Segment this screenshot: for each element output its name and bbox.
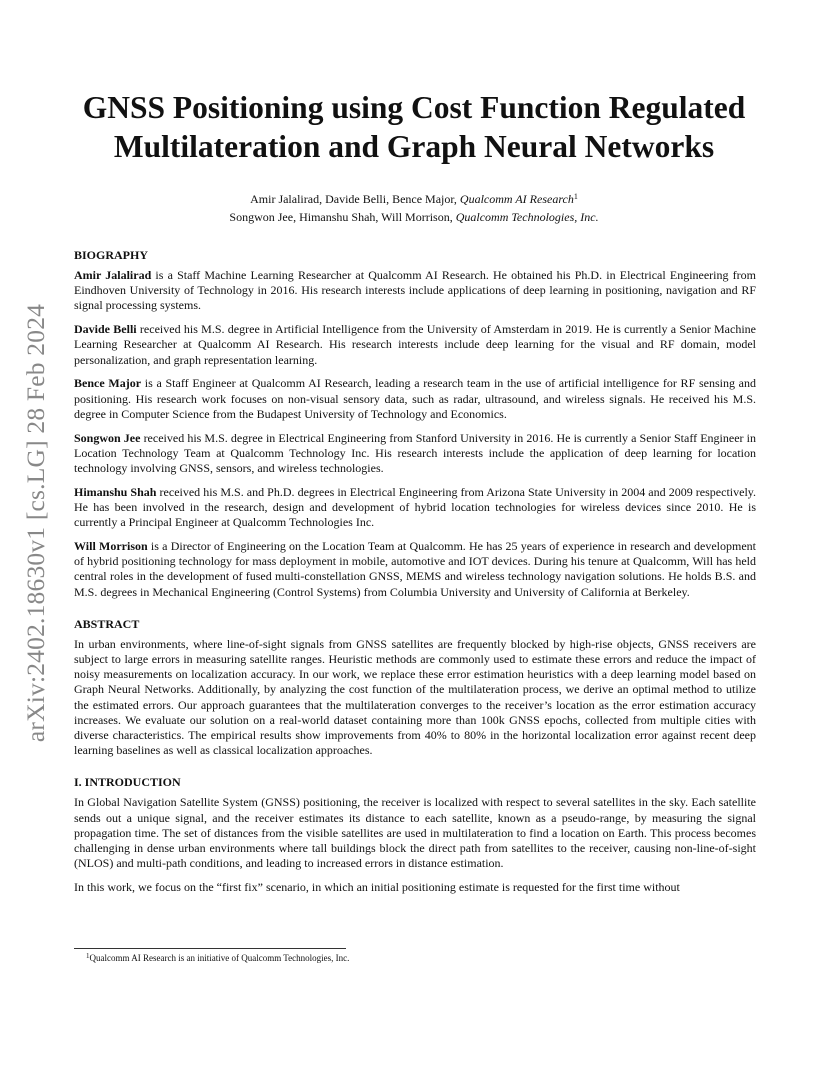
abstract-text: In urban environments, where line-of-sight signals from GNSS satellites are frequently blocked by high-rise objects, GNSS receivers are subject to large errors in measuring satellite ranges. Heuristic methods are commonly used to estimate these errors and reduce the impact of noisy measurements on localization accuracy. In our work, we replace these error estimation heuristics with a deep learning model based on Graph Neural Networks. Additionally, by analyzing the cost function of the multilateration process, we derive an optimal method to utilize the estimated errors. Our approach guarantees that the multilateration converges to the receiver’s location as the error estimation accuracy increases. We evaluate our solution on a real-world dataset containing more than 100k GNSS epochs, collected from multiple cities with diverse characteristics. The empirical results show improvements from 40% to 80% in the horizontal localization error against recent deep learning baselines as well as classical localization approaches. xyxy=(74,636,756,758)
paper-title xyxy=(60,88,768,166)
biography-section xyxy=(74,248,756,600)
bio-text: is a Staff Machine Learning Researcher at Qualcomm AI Research. He obtained his Ph.D. in Electrical Engineering from Eindhoven University of Technology in 2016. His research interests include applications of deep learning in positioning, navigation and RF signal processing systems. xyxy=(74,268,756,313)
main-content xyxy=(74,248,756,904)
bio-paragraph xyxy=(74,431,756,477)
bio-text: is a Director of Engineering on the Location Team at Qualcomm. He has 25 years of experience in research and development of hybrid positioning technology for mass deployment in mobile, automotive and IOT devices. During his tenure at Qualcomm, Will has held central roles in the development of fused multi-constellation GNSS, MEMS and wireless technology navigation solutions. He holds B.S. and M.S. degrees in Mechanical Engineering (Control Systems) from Columbia University and University of California at Berkeley. xyxy=(74,539,756,599)
footnote xyxy=(86,953,349,964)
abstract-section xyxy=(74,617,756,759)
bio-text: is a Staff Engineer at Qualcomm AI Research, leading a research team in the use of artificial intelligence for RF sensing and positioning. His research work focuses on non-visual sensory data, such as radar, ultrasound, and wireless signals. He received his M.S. degree in Computer Science from the Budapest University of Technology and Economics. xyxy=(74,376,756,421)
bio-text: received his M.S. and Ph.D. degrees in Electrical Engineering from Arizona State University in 2004 and 2009 respectively. He has been involved in the research, design and development of hybrid location technologies for wireless devices since 2010. He is currently a Principal Engineer at Qualcomm Technologies Inc. xyxy=(74,484,756,530)
bio-name: Will Morrison xyxy=(74,539,148,554)
bio-name: Himanshu Shah xyxy=(74,484,157,499)
bio-name: Songwon Jee xyxy=(74,430,141,445)
introduction-section xyxy=(74,775,756,895)
author-names-2: Songwon Jee, Himanshu Shah, Will Morrison, xyxy=(229,210,456,224)
bio-paragraph xyxy=(74,485,756,531)
footnote-number: 1 xyxy=(86,952,90,960)
arxiv-identifier xyxy=(20,288,52,758)
author-block xyxy=(100,190,728,226)
bio-paragraph xyxy=(74,322,756,368)
bio-paragraph xyxy=(74,539,756,600)
bio-text: received his M.S. degree in Electrical Engineering from Stanford University in 2016. He is currently a Senior Staff Engineer in Location Technology Team at Qualcomm Technology Inc. His research interests include the application of deep learning for location technology involving GNSS, sensors, and wireless technologies. xyxy=(74,430,756,476)
bio-paragraph xyxy=(74,376,756,422)
title-line-1: GNSS Positioning using Cost Function Regulated xyxy=(82,90,746,125)
bio-name: Amir Jalalirad xyxy=(74,268,152,282)
author-line-2 xyxy=(100,208,728,226)
author-line-1 xyxy=(100,190,728,208)
author-names-1: Amir Jalalirad, Davide Belli, Bence Major, xyxy=(250,192,460,206)
intro-paragraph: In this work, we focus on the “first fix” scenario, in which an initial positioning estimate is requested for the first time without xyxy=(74,880,680,895)
arxiv-identifier-text: arXiv:2402.18630v1 [cs.LG] 28 Feb 2024 xyxy=(21,303,50,743)
bio-name: Bence Major xyxy=(74,376,142,391)
intro-paragraph: In Global Navigation Satellite System (GNSS) positioning, the receiver is localized with respect to several satellites in the sky. Each satellite sends out a unique signal, and the receiver estimates its distance to each satellite, known as a pseudo-range, by measuring the signal propagation time. The set of distances from the visible satellites are used in multilateration to find a location on Earth. This process becomes challenging in dense urban environments where tall buildings block the direct path from satellites to the receiver, causing non-line-of-sight (NLOS) and multi-path conditions, and leading to increased errors in distance estimation. xyxy=(74,795,756,871)
footnote-divider xyxy=(74,948,346,949)
footnote-mark: 1 xyxy=(573,192,578,201)
bio-paragraph xyxy=(74,268,756,314)
title-line-2: Multilateration and Graph Neural Networks xyxy=(113,129,715,164)
section-heading-biography: BIOGRAPHY xyxy=(74,248,149,262)
bio-text: received his M.S. degree in Artificial Intelligence from the University of Amsterdam in 2019. He is currently a Senior Machine Learning Researcher at Qualcomm AI Research. His research interests include deep learning for the visual and RF domain, model personalization, and graph representation learning. xyxy=(74,322,756,367)
bio-name: Davide Belli xyxy=(74,322,137,337)
affiliation-2: Qualcomm Technologies, Inc. xyxy=(455,210,599,224)
section-heading-introduction: I. INTRODUCTION xyxy=(74,775,181,790)
affiliation-1: Qualcomm AI Research xyxy=(459,192,574,206)
footnote-text: Qualcomm AI Research is an initiative of Qualcomm Technologies, Inc. xyxy=(89,953,350,963)
section-heading-abstract: ABSTRACT xyxy=(74,616,140,631)
